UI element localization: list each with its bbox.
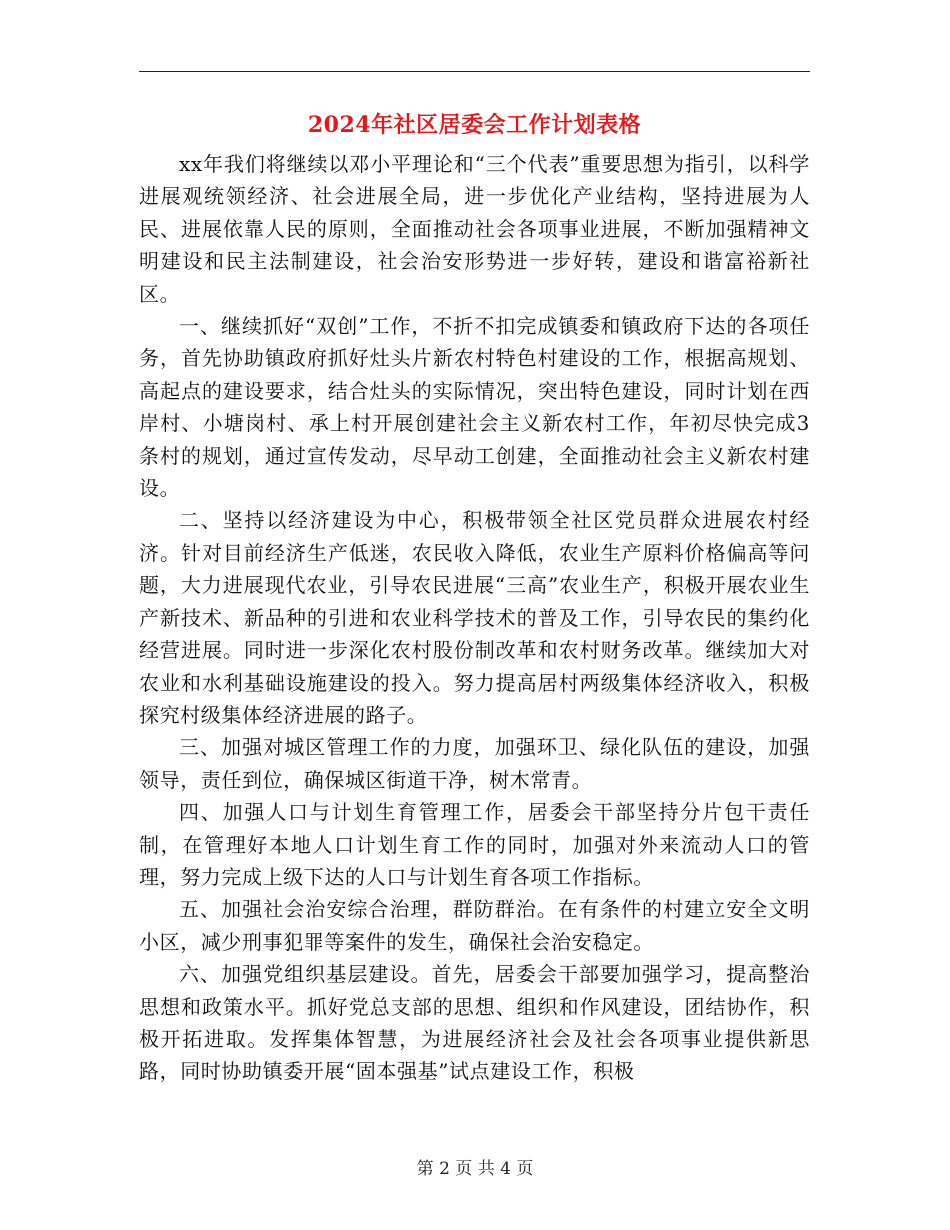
document-body [139, 148, 810, 1088]
paragraph-item-2: 二、坚持以经济建设为中心，积极带领全社区党员群众进展农村经济。针对目前经济生产低迷，农民收入降低，农业生产原料价格偏高等问题，大力进展现代农业，引导农民进展“三高”农业生产，积极开展农业生产新技术、新品种的引进和农业科学技术的普及工作，引导农民的集约化经营进展。同时进一步深化农村股份制改革和农村财务改革。继续加大对农业和水利基础设施建设的投入。努力提高居村两级集体经济收入，积极探究村级集体经济进展的路子。 [139, 508, 810, 727]
paragraph-item-3: 三、加强对城区管理工作的力度，加强环卫、绿化队伍的建设，加强领导，责任到位，确保城区街道干净，树木常青。 [139, 735, 810, 792]
document-title: 2024年社区居委会工作计划表格 [307, 112, 642, 138]
paragraph-item-4: 四、加强人口与计划生育管理工作，居委会干部坚持分片包干责任制，在管理好本地人口计划生育工作的同时，加强对外来流动人口的管理，努力完成上级下达的人口与计划生育各项工作指标。 [139, 800, 810, 889]
paragraph-item-5: 五、加强社会治安综合治理，群防群治。在有条件的村建立安全文明小区，减少刑事犯罪等案件的发生，确保社会治安稳定。 [139, 897, 810, 954]
paragraph-item-1: 一、继续抓好“双创”工作，不折不扣完成镇委和镇政府下达的各项任务，首先协助镇政府抓好灶头片新农村特色村建设的工作，根据高规划、高起点的建设要求，结合灶头的实际情况，突出特色建设，同时计划在西岸村、小塘岗村、承上村开展创建社会主义新农村工作，年初尽快完成3条村的规划，通过宣传发动，尽早动工创建，全面推动社会主义新农村建设。 [139, 314, 810, 501]
paragraph-item-6: 六、加强党组织基层建设。首先，居委会干部要加强学习，提高整治思想和政策水平。抓好党总支部的思想、组织和作风建设，团结协作，积极开拓进取。发挥集体智慧，为进展经济社会及社会各项事业提供新思路，同时协助镇委开展“固本强基”试点建设工作，积极 [139, 962, 810, 1084]
paragraph-intro: xx年我们将继续以邓小平理论和“三个代表”重要思想为指引，以科学进展观统领经济、社会进展全局，进一步优化产业结构，坚持进展为人民、进展依靠人民的原则，全面推动社会各项事业进展，不断加强精神文明建设和民主法制建设，社会治安形势进一步好转，建设和谐富裕新社区。 [139, 152, 810, 306]
page-footer: 第 2 页 共 4 页 [416, 1159, 534, 1179]
header-rule [139, 71, 810, 72]
